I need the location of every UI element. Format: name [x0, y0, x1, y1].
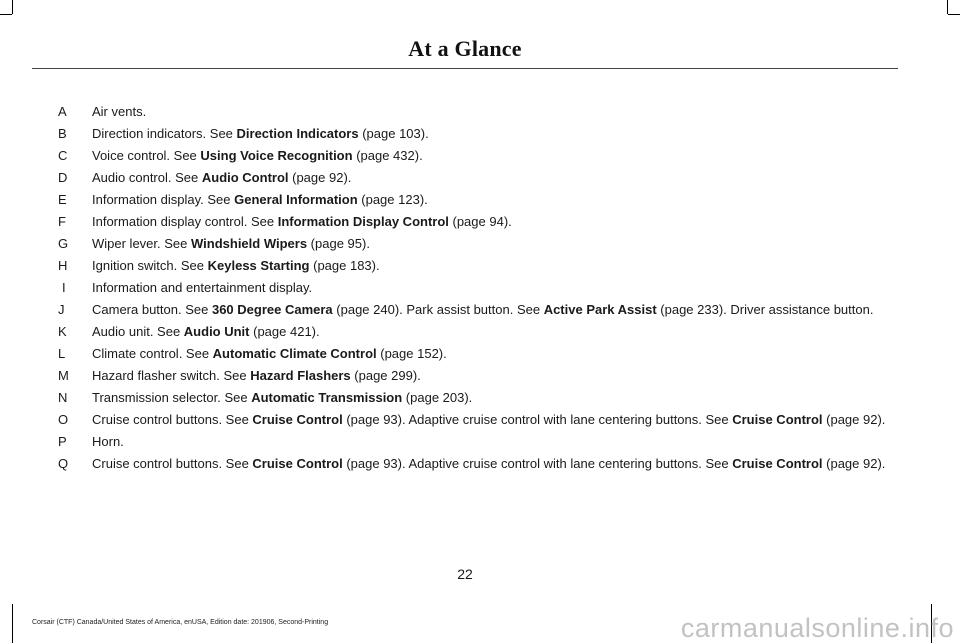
description-text: Voice control. See: [92, 148, 201, 163]
list-item: [50, 434, 890, 450]
list-item: [50, 302, 890, 318]
item-letter: B: [58, 126, 67, 141]
description-text: (page 152).: [376, 346, 447, 361]
page-title: At a Glance: [408, 36, 522, 61]
item-letter: L: [58, 346, 66, 361]
description-text: (page 93). Adaptive cruise control with lane centering buttons. See: [342, 412, 733, 427]
item-description: [92, 456, 890, 472]
crop-mark-top-right-v: [947, 0, 948, 14]
cross-reference: Using Voice Recognition: [200, 148, 353, 163]
item-letter: O: [58, 412, 69, 427]
description-text: (page 233). Driver assistance button.: [656, 302, 874, 317]
cross-reference: Cruise Control: [732, 456, 823, 471]
description-text: (page 92).: [288, 170, 352, 185]
cross-reference: Automatic Climate Control: [212, 346, 377, 361]
list-item: [50, 456, 890, 472]
item-letter: H: [58, 258, 68, 273]
list-item: [50, 346, 890, 362]
item-letter: M: [58, 368, 69, 383]
list-item: [50, 214, 890, 230]
item-description: [92, 390, 890, 406]
description-text: (page 421).: [249, 324, 320, 339]
description-text: Transmission selector. See: [92, 390, 252, 405]
description-text: Camera button. See: [92, 302, 212, 317]
cross-reference: Cruise Control: [732, 412, 823, 427]
list-item: [50, 236, 890, 252]
cross-reference: Active Park Assist: [543, 302, 657, 317]
cross-reference: Cruise Control: [252, 412, 343, 427]
item-description: [92, 236, 890, 252]
description-text: Information and entertainment display.: [92, 280, 313, 295]
description-text: Climate control. See: [92, 346, 213, 361]
item-description: [92, 126, 890, 142]
watermark: carmanualsonline.info: [680, 613, 954, 643]
item-description: [92, 412, 890, 428]
cross-reference: Information Display Control: [277, 214, 449, 229]
description-text: Cruise control buttons. See: [92, 456, 253, 471]
crop-mark-top-right-h: [948, 14, 960, 15]
crop-mark-top-left-h: [0, 14, 12, 15]
cross-reference: Audio Control: [201, 170, 289, 185]
cross-reference: 360 Degree Camera: [211, 302, 333, 317]
description-text: (page 95).: [307, 236, 370, 251]
description-text: Information display. See: [92, 192, 235, 207]
cross-reference: Direction Indicators: [236, 126, 359, 141]
item-letter: P: [58, 434, 67, 449]
page-number: 22: [457, 566, 473, 582]
title-divider: [32, 68, 898, 69]
item-description: [92, 148, 890, 164]
description-text: Information display control. See: [92, 214, 278, 229]
list-item: [50, 258, 890, 274]
item-description: [92, 104, 890, 120]
item-description: [92, 280, 890, 296]
item-letter: Q: [58, 456, 69, 471]
description-text: (page 240). Park assist button. See: [332, 302, 544, 317]
item-description: [92, 192, 890, 208]
item-description: [92, 434, 890, 450]
description-text: (page 103).: [358, 126, 429, 141]
list-item: [50, 192, 890, 208]
item-letter: E: [58, 192, 67, 207]
description-text: Wiper lever. See: [92, 236, 191, 251]
description-text: (page 183).: [309, 258, 380, 273]
item-description: [92, 346, 890, 362]
list-item: [50, 324, 890, 340]
item-letter: J: [58, 302, 65, 317]
item-letter: A: [58, 104, 67, 119]
description-text: Air vents.: [92, 104, 147, 119]
description-text: (page 93). Adaptive cruise control with lane centering buttons. See: [342, 456, 733, 471]
list-item: [50, 280, 890, 296]
list-item: [50, 104, 890, 120]
item-letter: N: [58, 390, 68, 405]
cross-reference: Windshield Wipers: [191, 236, 308, 251]
cross-reference: Cruise Control: [252, 456, 343, 471]
cross-reference: General Information: [234, 192, 358, 207]
description-text: Ignition switch. See: [92, 258, 208, 273]
item-description: [92, 302, 890, 318]
item-letter: C: [58, 148, 68, 163]
list-item: [50, 126, 890, 142]
description-text: Horn.: [92, 434, 124, 449]
list-item: [50, 368, 890, 384]
list-item: [50, 390, 890, 406]
crop-mark-bottom-left-v: [12, 604, 13, 643]
item-letter: K: [58, 324, 67, 339]
item-description: [92, 214, 890, 230]
description-text: (page 92).: [822, 412, 886, 427]
item-description: [92, 170, 890, 186]
description-text: Audio unit. See: [92, 324, 184, 339]
description-text: Cruise control buttons. See: [92, 412, 253, 427]
item-description: [92, 324, 890, 340]
description-text: (page 94).: [448, 214, 512, 229]
list-item: [50, 170, 890, 186]
cross-reference: Keyless Starting: [207, 258, 310, 273]
item-description: [92, 258, 890, 274]
description-text: (page 432).: [352, 148, 423, 163]
description-text: (page 203).: [402, 390, 473, 405]
description-text: Hazard flasher switch. See: [92, 368, 251, 383]
item-description: [92, 368, 890, 384]
description-text: (page 299).: [350, 368, 421, 383]
description-text: Direction indicators. See: [92, 126, 237, 141]
description-text: Audio control. See: [92, 170, 202, 185]
description-text: (page 92).: [822, 456, 886, 471]
cross-reference: Audio Unit: [183, 324, 250, 339]
crop-mark-top-left-v: [12, 0, 13, 14]
list-item: [50, 148, 890, 164]
item-letter: F: [58, 214, 66, 229]
item-letter: I: [62, 280, 66, 295]
cross-reference: Hazard Flashers: [250, 368, 351, 383]
item-letter: D: [58, 170, 68, 185]
edition-footer: Corsair (CTF) Canada/United States of America, enUSA, Edition date: 201906, Second-Printing: [32, 619, 329, 626]
item-letter: G: [58, 236, 69, 251]
cross-reference: Automatic Transmission: [251, 390, 403, 405]
description-text: (page 123).: [357, 192, 428, 207]
legend-list: [50, 104, 890, 478]
list-item: [50, 412, 890, 428]
